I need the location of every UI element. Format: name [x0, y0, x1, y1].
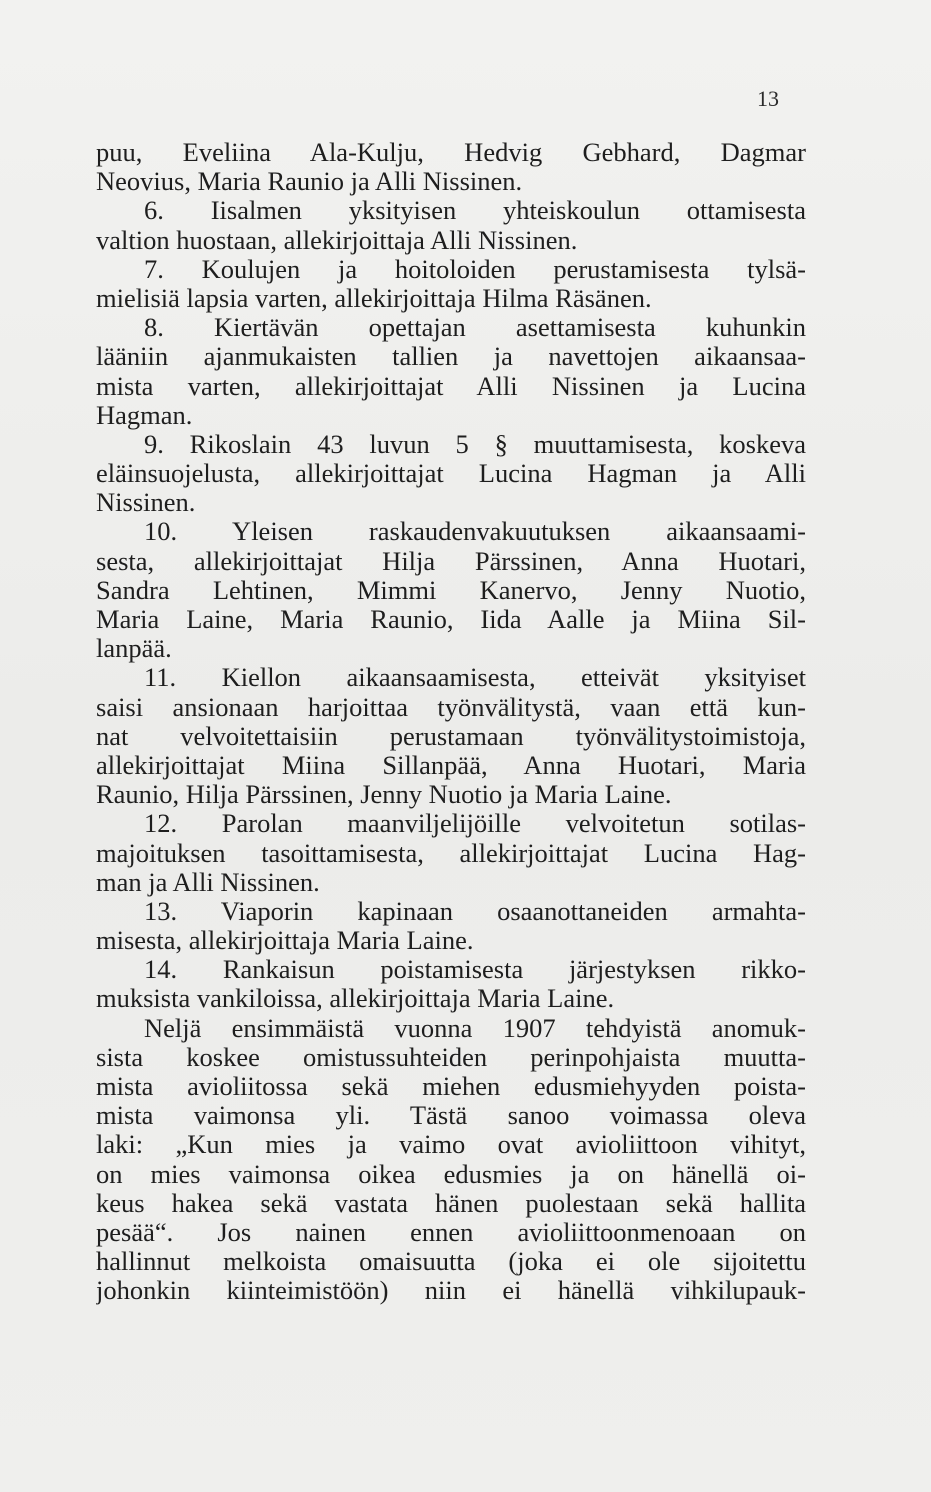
- text-line: Raunio, Hilja Pärssinen, Jenny Nuotio ja Maria Laine.: [96, 780, 672, 810]
- text-line: Neovius, Maria Raunio ja Alli Nissinen.: [96, 167, 523, 197]
- text-line: misesta, allekirjoittaja Maria Laine.: [96, 926, 474, 956]
- text-line: Hagman.: [96, 400, 193, 430]
- text-line: valtion huostaan, allekirjoittaja Alli Nissinen.: [96, 225, 578, 255]
- text-line: allekirjoittajat Miina Sillanpää, Anna Huotari, Maria: [96, 750, 806, 780]
- text-line: 10. Yleisen raskaudenvakuutuksen aikaansaami-: [144, 517, 806, 547]
- text-line: nat velvoitettaisiin perustamaan työnvälitystoimistoja,: [96, 721, 806, 751]
- text-line: 14. Rankaisun poistamisesta järjestyksen rikko-: [144, 955, 806, 985]
- text-line: 6. Iisalmen yksityisen yhteiskoulun ottamisesta: [144, 196, 806, 226]
- text-line: mista varten, allekirjoittajat Alli Nissinen ja Lucina: [96, 371, 806, 401]
- text-line: 8. Kiertävän opettajan asettamisesta kuhunkin: [144, 313, 806, 343]
- body-text: [96, 138, 806, 1306]
- text-line: 9. Rikoslain 43 luvun 5 § muuttamisesta, koskeva: [144, 429, 806, 459]
- text-line: majoituksen tasoittamisesta, allekirjoittajat Lucina Hag-: [96, 838, 806, 868]
- text-line: johonkin kiinteimistöön) niin ei hänellä vihkilupauk-: [96, 1276, 806, 1306]
- text-line: man ja Alli Nissinen.: [96, 867, 320, 897]
- text-line: Nissinen.: [96, 488, 196, 518]
- text-line: mista vaimonsa yli. Tästä sanoo voimassa oleva: [96, 1101, 806, 1131]
- text-line: saisi ansionaan harjoittaa työnvälitystä, vaan että kun-: [96, 692, 806, 722]
- text-line: lanpää.: [96, 634, 172, 664]
- text-line: keus hakea sekä vastata hänen puolestaan sekä hallita: [96, 1188, 806, 1218]
- text-line: eläinsuojelusta, allekirjoittajat Lucina Hagman ja Alli: [96, 459, 806, 489]
- text-line: Neljä ensimmäistä vuonna 1907 tehdyistä anomuk-: [144, 1013, 806, 1043]
- text-line: 12. Parolan maanviljelijöille velvoitetun sotilas-: [144, 809, 806, 839]
- text-line: Sandra Lehtinen, Mimmi Kanervo, Jenny Nuotio,: [96, 575, 806, 605]
- text-line: on mies vaimonsa oikea edusmies ja on hänellä oi-: [96, 1159, 806, 1189]
- text-line: mista avioliitossa sekä miehen edusmiehyyden poista-: [96, 1072, 806, 1101]
- text-line: 11. Kiellon aikaansaamisesta, etteivät yksityiset: [144, 663, 806, 693]
- text-line: 7. Koulujen ja hoitoloiden perustamisesta tylsä-: [144, 254, 806, 284]
- text-line: muksista vankiloissa, allekirjoittaja Maria Laine.: [96, 984, 615, 1014]
- text-line: laki: „Kun mies ja vaimo ovat avioliittoon vihityt,: [96, 1130, 806, 1160]
- text-line: hallinnut melkoista omaisuutta (joka ei ole sijoitettu: [96, 1247, 806, 1277]
- text-line: sesta, allekirjoittajat Hilja Pärssinen, Anna Huotari,: [96, 546, 806, 576]
- page-number: 13: [757, 86, 779, 111]
- text-line: pesää“. Jos nainen ennen avioliittoonmenoaan on: [96, 1217, 806, 1247]
- text-line: sista koskee omistussuhteiden perinpohjaista muutta-: [96, 1042, 806, 1072]
- text-line: lääniin ajanmukaisten tallien ja navettojen aikaansaa-: [96, 342, 806, 372]
- text-line: 13. Viaporin kapinaan osaanottaneiden armahta-: [144, 896, 806, 926]
- text-line: Maria Laine, Maria Raunio, Iida Aalle ja Miina Sil-: [96, 605, 806, 634]
- text-line: puu, Eveliina Ala-Kulju, Hedvig Gebhard, Dagmar: [96, 138, 806, 167]
- text-line: mielisiä lapsia varten, allekirjoittaja Hilma Räsänen.: [96, 283, 652, 313]
